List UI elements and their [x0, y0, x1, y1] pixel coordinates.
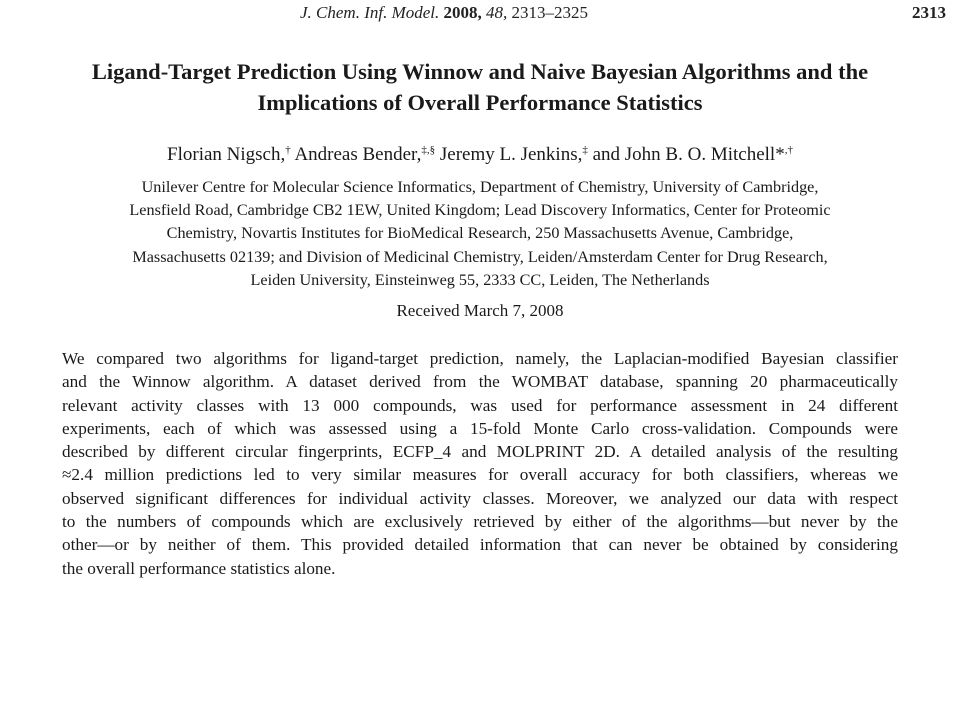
- affiliation-line: Lensfield Road, Cambridge CB2 1EW, United Kingdom; Lead Discovery Informatics, Center for Proteomic: [129, 201, 831, 220]
- affiliation-line: Massachusetts 02139; and Division of Medicinal Chemistry, Leiden/Amsterdam Center for Drug Research,: [132, 247, 828, 266]
- journal-year: 2008,: [443, 3, 482, 22]
- journal-pages: 2313–2325: [511, 3, 589, 22]
- title-line: Implications of Overall Performance Statistics: [257, 90, 703, 115]
- author-affiliation-mark: ,†: [784, 144, 793, 156]
- abstract-line: ≈2.4 million predictions led to very similar measures for overall accuracy for both classifiers, whereas we: [62, 465, 898, 485]
- affiliations: [30, 176, 930, 292]
- abstract: [62, 347, 898, 580]
- abstract-line: to the numbers of compounds which are exclusively retrieved by either of the algorithms—but never by the: [62, 512, 898, 532]
- abstract-line: described by different circular fingerprints, ECFP_4 and MOLPRINT 2D. A detailed analysis of the resulting: [62, 442, 898, 462]
- affiliation-line: Chemistry, Novartis Institutes for BioMedical Research, 250 Massachusetts Avenue, Cambridge,: [166, 224, 794, 243]
- author-affiliation-mark: ‡: [582, 144, 588, 156]
- affiliation-line: Leiden University, Einsteinweg 55, 2333 CC, Leiden, The Netherlands: [250, 270, 710, 289]
- author-affiliation-mark: †: [285, 144, 291, 156]
- received-date: Received March 7, 2008: [396, 301, 564, 320]
- abstract-line: observed significant differences for individual activity classes. Moreover, we analyzed our data with respect: [62, 488, 898, 508]
- paper-title: [20, 56, 940, 118]
- affiliation-line: Unilever Centre for Molecular Science Informatics, Department of Chemistry, University of Cambridge,: [141, 178, 819, 196]
- author-name: and John B. O. Mitchell*: [592, 144, 785, 165]
- abstract-line: experiments, each of which was assessed using a 15-fold Monte Carlo cross-validation. Compounds were: [62, 418, 898, 438]
- abstract-line: We compared two algorithms for ligand-target prediction, namely, the Laplacian-modified Bayesian classifier: [62, 349, 898, 368]
- journal-volume: 48,: [486, 3, 508, 22]
- abstract-line: other—or by neither of them. This provided detailed information that can never be obtained by considering: [62, 535, 898, 555]
- author-name: Andreas Bender,: [294, 144, 422, 165]
- page-number: 2313: [912, 3, 946, 22]
- author-name: Jeremy L. Jenkins,: [439, 144, 583, 165]
- author-list: [20, 144, 940, 166]
- abstract-line: and the Winnow algorithm. A dataset derived from the WOMBAT database, spanning 20 pharmaceutically: [62, 372, 898, 392]
- title-line: Ligand-Target Prediction Using Winnow and Naive Bayesian Algorithms and the: [91, 59, 869, 84]
- abstract-line: relevant activity classes with 13 000 compounds, was used for performance assessment in 24 different: [62, 395, 898, 415]
- author-affiliation-mark: ‡,§: [421, 144, 436, 156]
- journal-name: J. Chem. Inf. Model.: [300, 3, 440, 22]
- author-name: Florian Nigsch,: [167, 144, 286, 165]
- abstract-line: the overall performance statistics alone.: [62, 558, 336, 578]
- journal-citation: [300, 3, 588, 23]
